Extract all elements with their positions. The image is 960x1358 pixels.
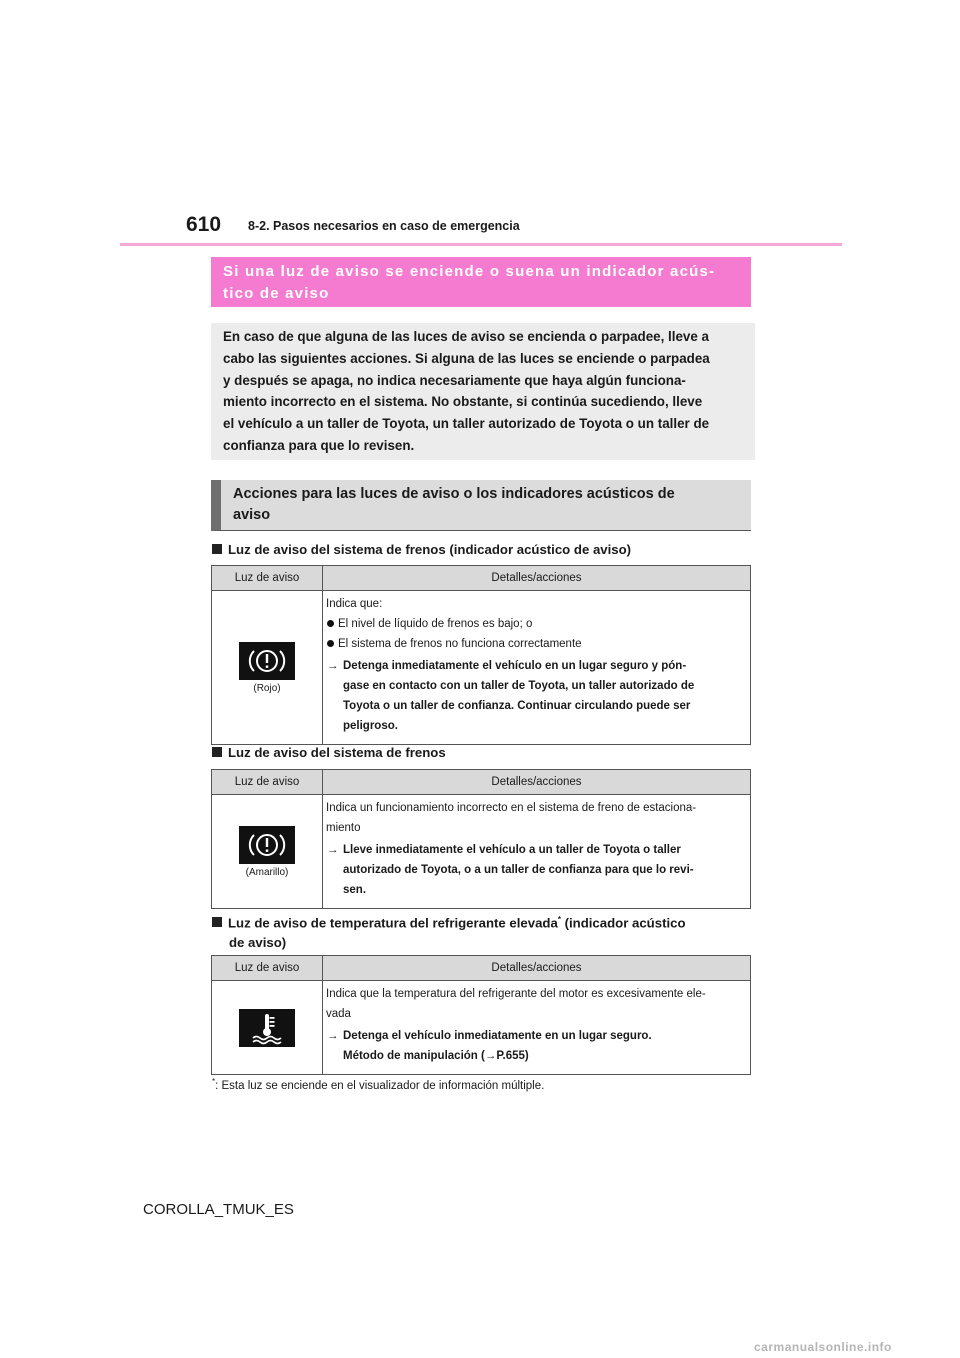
- column-header-details: Detalles/acciones: [323, 956, 751, 981]
- details-cell: [323, 795, 751, 909]
- detail-text: Indica un funcionamiento incorrecto en el sistema de freno de estaciona-: [326, 802, 697, 814]
- column-header-details: Detalles/acciones: [323, 770, 751, 795]
- details-cell: [323, 591, 751, 745]
- warning-light-cell: [212, 795, 323, 909]
- intro-line: el vehículo a un taller de Toyota, un taller autorizado de Toyota o un taller de: [223, 416, 710, 432]
- warning-light-cell: [212, 591, 323, 745]
- column-header-light: Luz de aviso: [212, 956, 323, 981]
- intro-line: En caso de que alguna de las luces de aviso se encienda o parpadee, lleve a: [223, 329, 709, 344]
- footnote: *: Esta luz se enciende en el visualizador de información múltiple.: [212, 1077, 545, 1092]
- banner-line-2: tico de aviso: [223, 285, 330, 302]
- action-text: [326, 840, 742, 900]
- action-line: peligroso.: [343, 720, 398, 732]
- document-id: COROLLA_TMUK_ES: [143, 1201, 294, 1218]
- detail-text: miento: [326, 822, 361, 834]
- list-item: El sistema de frenos no funciona correctamente: [326, 634, 742, 654]
- light-color-label: (Rojo): [253, 682, 281, 694]
- coolant-temperature-icon: [239, 1009, 295, 1047]
- actions-heading: [211, 480, 751, 531]
- detail-text: Indica que:: [326, 598, 383, 610]
- action-line: Lleve inmediatamente el vehículo a un taller de Toyota o taller: [343, 844, 681, 856]
- footnote-mark: *: [557, 915, 561, 924]
- warning-light-cell: [212, 981, 323, 1075]
- action-line: Detenga el vehículo inmediatamente en un lugar seguro.: [343, 1030, 652, 1042]
- action-line: gase en contacto con un taller de Toyota, un taller autorizado de: [343, 680, 695, 692]
- action-line: autorizado de Toyota, o a un taller de confianza para que lo revi-: [343, 864, 694, 876]
- section-banner: [211, 257, 751, 307]
- action-line: Método de manipulación (→P.655): [343, 1050, 529, 1062]
- details-cell: [323, 981, 751, 1075]
- subsection-title: Luz de aviso del sistema de frenos: [212, 743, 446, 763]
- actions-heading-line-1: Acciones para las luces de aviso o los indicadores acústicos de: [233, 486, 675, 502]
- section-title: 8-2. Pasos necesarios en caso de emergencia: [248, 219, 520, 233]
- watermark: carmanualsonline.info: [754, 1340, 892, 1354]
- intro-line: y después se apaga, no indica necesariamente que haya algún funciona-: [223, 372, 686, 388]
- intro-line: miento incorrecto en el sistema. No obstante, si continúa sucediendo, lleve: [223, 394, 703, 410]
- warning-table-brake-red: [211, 565, 751, 745]
- brake-warning-icon: [239, 826, 295, 864]
- action-text: [326, 656, 742, 736]
- page-number: 610: [186, 213, 222, 236]
- column-header-light: Luz de aviso: [212, 770, 323, 795]
- action-line: Toyota o un taller de confianza. Continuar circulando puede ser: [343, 700, 691, 712]
- column-header-light: Luz de aviso: [212, 566, 323, 591]
- warning-table-coolant: [211, 955, 751, 1075]
- subsection-title: Luz de aviso de temperatura del refrigerante elevada* (indicador acústico de aviso): [212, 910, 686, 953]
- arrow-right-icon: →: [327, 660, 339, 672]
- square-bullet-icon: [212, 747, 222, 757]
- footnote-mark: *: [212, 1077, 216, 1086]
- list-item: El nivel de líquido de frenos es bajo; o: [326, 614, 742, 634]
- square-bullet-icon: [212, 544, 222, 554]
- subsection-title: Luz de aviso del sistema de frenos (indicador acústico de aviso): [212, 540, 631, 560]
- actions-heading-line-2: aviso: [233, 507, 271, 523]
- intro-box: [211, 323, 755, 460]
- brake-warning-icon: [239, 642, 295, 680]
- detail-text: vada: [326, 1008, 351, 1020]
- arrow-right-icon: →: [327, 1030, 339, 1042]
- header-divider: [120, 243, 842, 246]
- action-text: [326, 1026, 742, 1066]
- light-color-label: (Amarillo): [245, 866, 289, 878]
- detail-text: Indica que la temperatura del refrigerante del motor es excesivamente ele-: [326, 988, 706, 1000]
- action-line: sen.: [343, 884, 367, 896]
- square-bullet-icon: [212, 917, 222, 927]
- column-header-details: Detalles/acciones: [323, 566, 751, 591]
- banner-line-1: Si una luz de aviso se enciende o suena un indicador acús-: [223, 263, 716, 280]
- warning-table-brake-amber: [211, 769, 751, 909]
- intro-line: cabo las siguientes acciones. Si alguna de las luces se enciende o parpadea: [223, 350, 710, 366]
- arrow-right-icon: →: [327, 844, 339, 856]
- intro-line: confianza para que lo revisen.: [223, 437, 415, 453]
- action-line: Detenga inmediatamente el vehículo en un lugar seguro y pón-: [343, 660, 687, 672]
